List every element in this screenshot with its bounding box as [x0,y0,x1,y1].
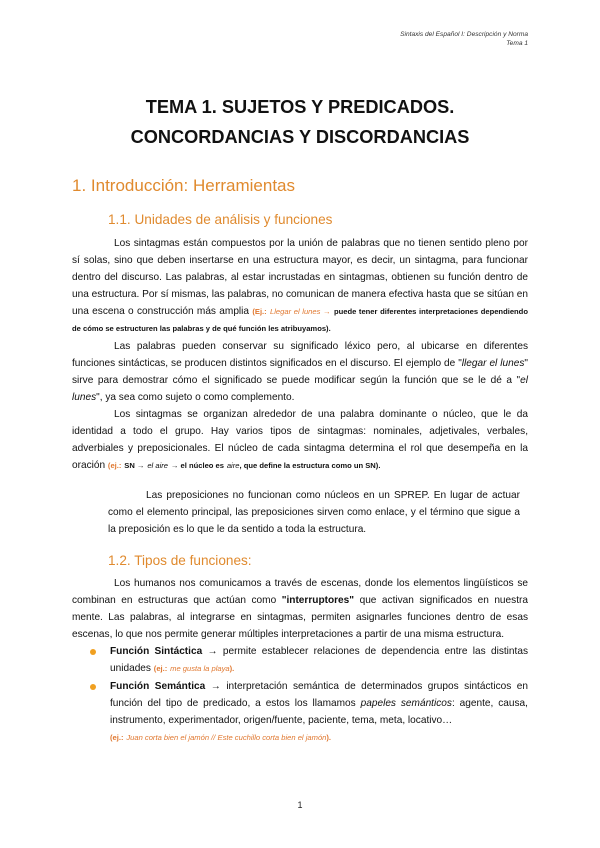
header-course: Sintaxis del Español I: Descripción y Norma [400,31,528,38]
page-title [60,92,540,152]
subsection-heading-1-1: 1.1. Unidades de análisis y funciones [108,212,333,227]
paragraph-1: Los sintagmas están compuestos por la unión de palabras que no tienen sentido pleno por sí solas, sino que deben insertarse en una estructura mayor, es decir, un sintagma, para funcionar dentro del discurso. Las palabras, al estar incrustadas en sintagmas, obtienen su función dentro de una estructura. Por sí mismas, las palabras, no comunican de manera efectiva hasta que se sitúan en una escena o construcción más amplia (Ej.: Llegar el lunes → puede tener diferentes interpretaciones dependiendo de cómo se estructuren las palabras y de qué función les atribuyamos). [72,238,528,334]
paragraph-4: Los humanos nos comunicamos a través de escenas, donde los elementos lingüísticos se combinan en estructuras que actúan como "interruptores" que activan significados en nuestra mente. Las palabras, al integrarse en sintagmas, permiten asignarles funciones dentro de esas escenas, lo que nos permite generar múltiples interpretaciones a partir de una misma estructura. [72,578,528,641]
bullet-icon [90,649,96,655]
emphasis-interruptores: "interruptores" [281,595,355,607]
title-line-1: TEMA 1. SUJETOS Y PREDICADOS. [145,97,455,117]
section-1-2-body [72,575,528,746]
subsection-heading-1-2: 1.2. Tipos de funciones: [108,553,252,568]
functions-list [72,643,528,746]
page-number: 1 [297,800,303,810]
note-text: Las preposiciones no funcionan como núcleos en un SPREP. En lugar de actuar como el elemento principal, las preposiciones sirven como enlace, y el término que sigue a la preposición es lo que le da sentido a toda la estructura. [108,490,520,536]
paragraph-3: Los sintagmas se organizan alrededor de una palabra dominante o núcleo, que le da identidad a todo el grupo. Hay varios tipos de sintagmas: nominales, adjetivales, verbales, adverbiales y preposicionales. El núcleo de cada sintagma determina el rol que desempeña en la oración (ej.: SN → el aire → el núcleo es aire, que define la estructura como un SN). [72,408,528,472]
section-1-1-body [72,235,528,474]
example-note: puede tener diferentes interpretaciones dependiendo de cómo se estructuren las palabras y de qué función les atribuyamos). [72,307,528,334]
example-label: (Ej.: [252,307,267,317]
bullet-icon [90,684,96,690]
list-item: Función Sintáctica → permite establecer relaciones de dependencia entre las distintas unidades (ej.: me gusta la playa). [72,643,528,677]
paragraph-2: Las palabras pueden conservar su significado léxico pero, al ubicarse en diferentes funciones sintácticas, se producen distintos significados en el discurso. El ejemplo de "llegar el lunes" sirve para demostrar cómo el significado se puede modificar según la función que se le dé a "el lunes", ya sea como sujeto o como complemento. [72,340,528,403]
list-item: Función Semántica → interpretación semántica de determinados grupos sintácticos en función del tipo de predicado, a estos los llamamos papeles semánticos: agente, causa, instrumento, experimentador, origen/fuente, paciente, tema, meta, locativo… (ej.: Juan corta bien el jamón // Este cuchillo corta bien el jamón). [72,678,528,746]
header-topic: Tema 1 [506,40,528,47]
example-text: Llegar el lunes → [270,307,331,317]
title-line-2: CONCORDANCIAS Y DISCORDANCIAS [130,127,470,147]
section-heading-1: 1. Introducción: Herramientas [72,176,295,195]
indented-note [108,487,520,538]
running-header [400,30,528,48]
